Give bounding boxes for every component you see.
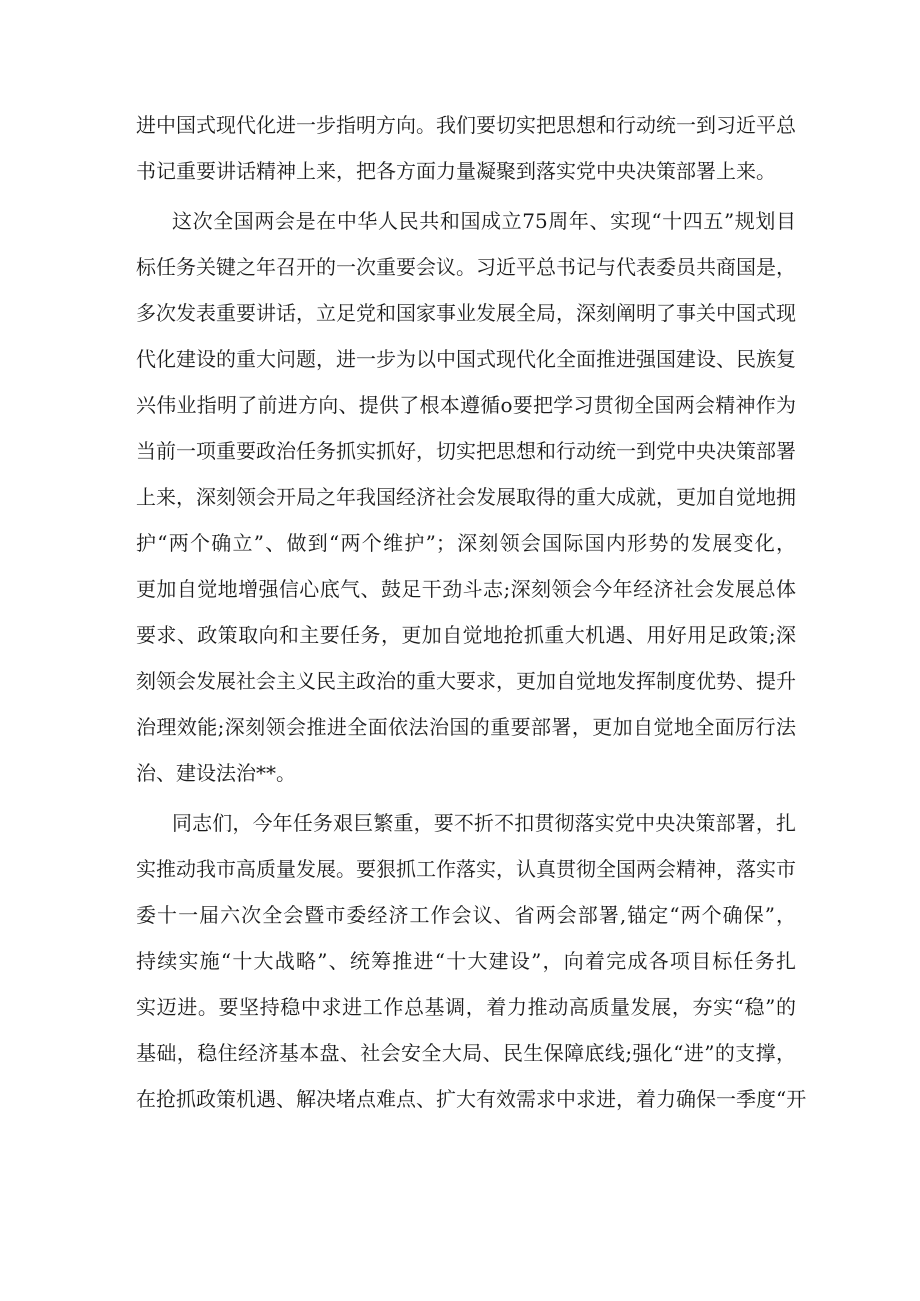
text-line: 书记重要讲话精神上来，把各方面力量凝聚到落实党中央决策部署上来。 [136, 159, 776, 183]
text-line: 基础，稳住经济基本盘、社会安全大局、民生保障底线;强化“进”的支撑， [136, 1041, 796, 1065]
text-line: 进中国式现代化进一步指明方向。我们要切实把思想和行动统一到习近平总 [136, 113, 796, 137]
text-line: 这次全国两会是在中华人民共和国成立75周年、实现“十四五”规划目 [172, 209, 796, 233]
paragraph-3 [136, 800, 807, 1122]
text-line: 上来，深刻领会开局之年我国经济社会发展取得的重大成就，更加自觉地拥 [136, 485, 796, 509]
text-line: 标任务关键之年召开的一次重要会议。习近平总书记与代表委员共商国是， [136, 255, 796, 279]
text-line: 刻领会发展社会主义民主政治的重大要求，更加自觉地发挥制度优势、提升 [136, 669, 796, 693]
text-line: 同志们，今年任务艰巨繁重，要不折不扣贯彻落实党中央决策部署，扎 [172, 811, 796, 835]
text-line: 委十一届六次全会暨市委经济工作会议、省两会部署,锚定“两个确保”， [136, 903, 796, 927]
paragraph-1 [136, 102, 796, 194]
text-line: 实推动我市高质量发展。要狠抓工作落实，认真贯彻全国两会精神，落实市 [136, 857, 796, 881]
text-line: 要求、政策取向和主要任务，更加自觉地抢抓重大机遇、用好用足政策;深 [136, 623, 796, 647]
text-line: 治理效能;深刻领会推进全面依法治国的重要部署，更加自觉地全面厉行法 [136, 715, 796, 739]
text-line: 更加自觉地增强信心底气、鼓足干劲斗志;深刻领会今年经济社会发展总体 [136, 577, 796, 601]
document-body [136, 102, 807, 1122]
text-line: 代化建设的重大问题，进一步为以中国式现代化全面推进强国建设、民族复 [136, 347, 796, 371]
text-line: 治、建设法治**。 [136, 761, 296, 785]
text-line: 当前一项重要政治任务抓实抓好，切实把思想和行动统一到党中央决策部署 [136, 439, 796, 463]
text-line: 在抢抓政策机遇、解决堵点难点、扩大有效需求中求进，着力确保一季度“开 [136, 1087, 807, 1111]
paragraph-2 [136, 198, 796, 796]
text-line: 多次发表重要讲话，立足党和国家事业发展全局，深刻阐明了事关中国式现 [136, 301, 796, 325]
text-line: 护“两个确立”、做到“两个维护”；深刻领会国际国内形势的发展变化， [136, 531, 796, 555]
text-line: 兴伟业指明了前进方向、提供了根本遵循o要把学习贯彻全国两会精神作为 [136, 393, 796, 417]
text-line: 持续实施“十大战略”、统筹推进“十大建设”，向着完成各项目标任务扎 [136, 949, 796, 973]
text-line: 实迈进。要坚持稳中求进工作总基调，着力推动高质量发展，夯实“稳”的 [136, 995, 796, 1019]
